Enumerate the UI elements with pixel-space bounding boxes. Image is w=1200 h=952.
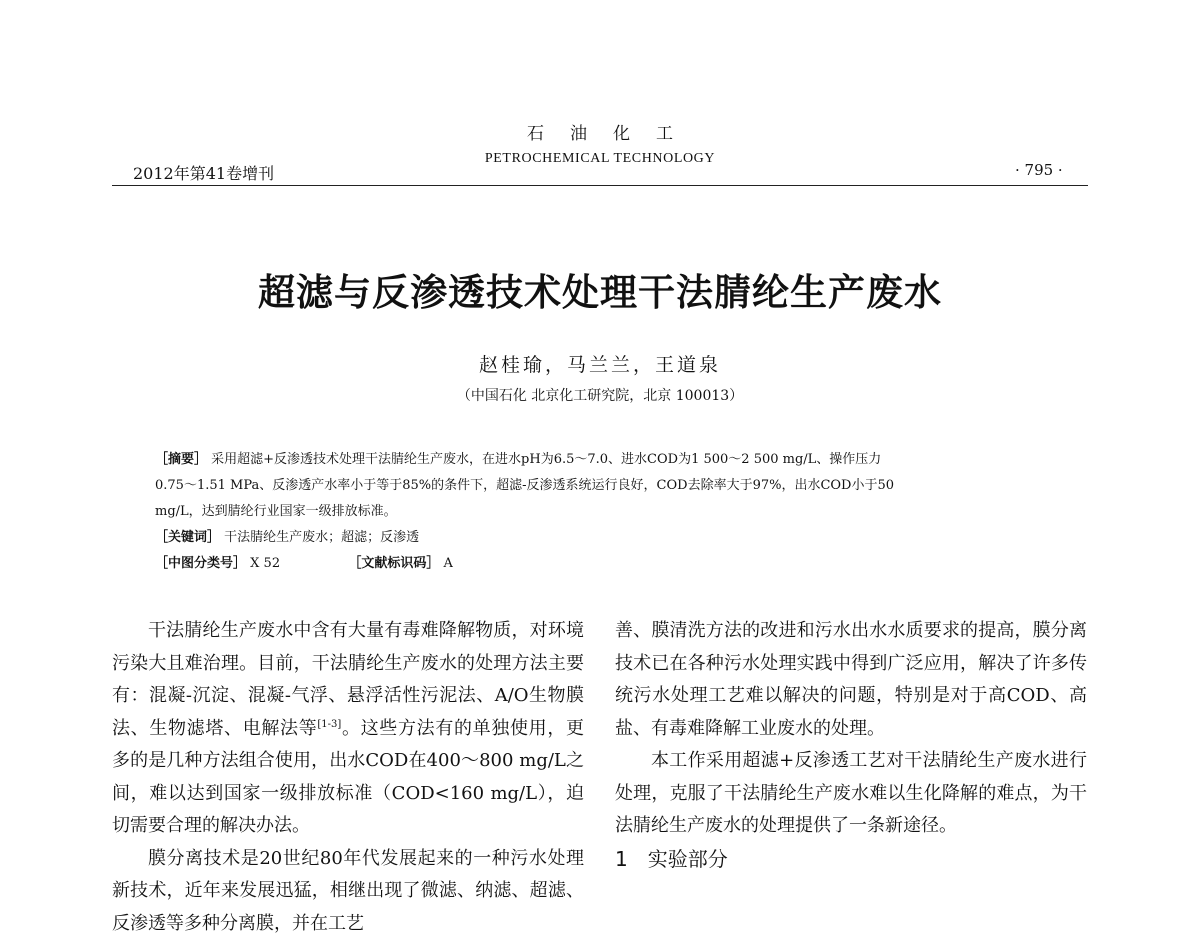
body-column-left [112,615,584,940]
abstract-text: 采用超滤+反渗透技术处理干法腈纶生产废水，在进水pH为6.5～7.0、进水COD为1 500～2 500 mg/L、操作压力 [211,452,882,467]
doc-code-label: ［文献标识码］ [348,556,440,571]
journal-title-en: PETROCHEMICAL TECHNOLOGY [484,151,716,166]
page-number: · 795 · [1015,161,1063,179]
abstract-line: 0.75～1.51 MPa、反渗透产水率小于等于85%的条件下，超滤-反渗透系统运行良好，COD去除率大于97%，出水COD小于50 [155,478,895,493]
paragraph-text: 干法腈纶生产废水中含有大量有毒难降解物质，对环境污染大且难治理。目前，干法腈纶生产废水的处理方法主要有：混凝-沉淀、混凝-气浮、悬浮活性污泥法、A/O生物膜法、生物滤塔、电解法等 [112,620,584,739]
abstract-line: mg/L，达到腈纶行业国家一级排放标准。 [155,504,397,519]
paragraph-text: 。这些方法有的单独使用，更多的是几种方法组合使用，出水COD在400～800 mg/L之间，难以达到国家一级排放标准（COD<160 mg/L），迫切需要合理的解决办法。 [112,717,585,836]
citation: [1-3] [317,718,342,730]
clc-code: X 52 [250,556,281,571]
keywords-line [155,525,1045,551]
keywords-text: 干法腈纶生产废水；超滤；反渗透 [224,530,420,545]
body-paragraph: 膜分离技术是20世纪80年代发展起来的一种污水处理新技术，近年来发展迅猛，相继出现了微滤、纳滤、超滤、反渗透等多种分离膜，并在工艺 [112,847,584,934]
journal-title-cn: 石油化工 [527,124,699,144]
body-paragraph: 善、膜清洗方法的改进和污水出水水质要求的提高，膜分离技术已在各种污水处理实践中得到广泛应用，解决了许多传统污水处理工艺难以解决的问题，特别是对于高COD、高盐、有毒难降解工业废水的处理。 [615,620,1087,739]
article-title: 超滤与反渗透技术处理干法腈纶生产废水 [258,271,942,314]
abstract-line [155,447,1045,473]
body-paragraph [112,615,584,843]
abstract-label: ［摘要］ [155,452,208,467]
doc-code: A [443,556,453,571]
header-rule [112,185,1088,186]
keywords-label: ［关键词］ [155,530,221,545]
body-column-right [615,615,1087,875]
clc-label: ［中图分类号］ [155,556,247,571]
body-paragraph: 本工作采用超滤+反渗透工艺对干法腈纶生产废水进行处理，克服了干法腈纶生产废水难以生化降解的难点，为干法腈纶生产废水的处理提供了一条新途径。 [615,750,1087,836]
abstract-block [155,447,1045,577]
section-heading: 1 实验部分 [615,846,728,871]
authors: 赵桂瑜，马兰兰，王道泉 [478,354,721,376]
issue-label: 2012年第41卷增刊 [133,164,275,183]
classification-line [155,551,1045,577]
affiliation: （中国石化 北京化工研究院，北京 100013） [456,388,744,404]
